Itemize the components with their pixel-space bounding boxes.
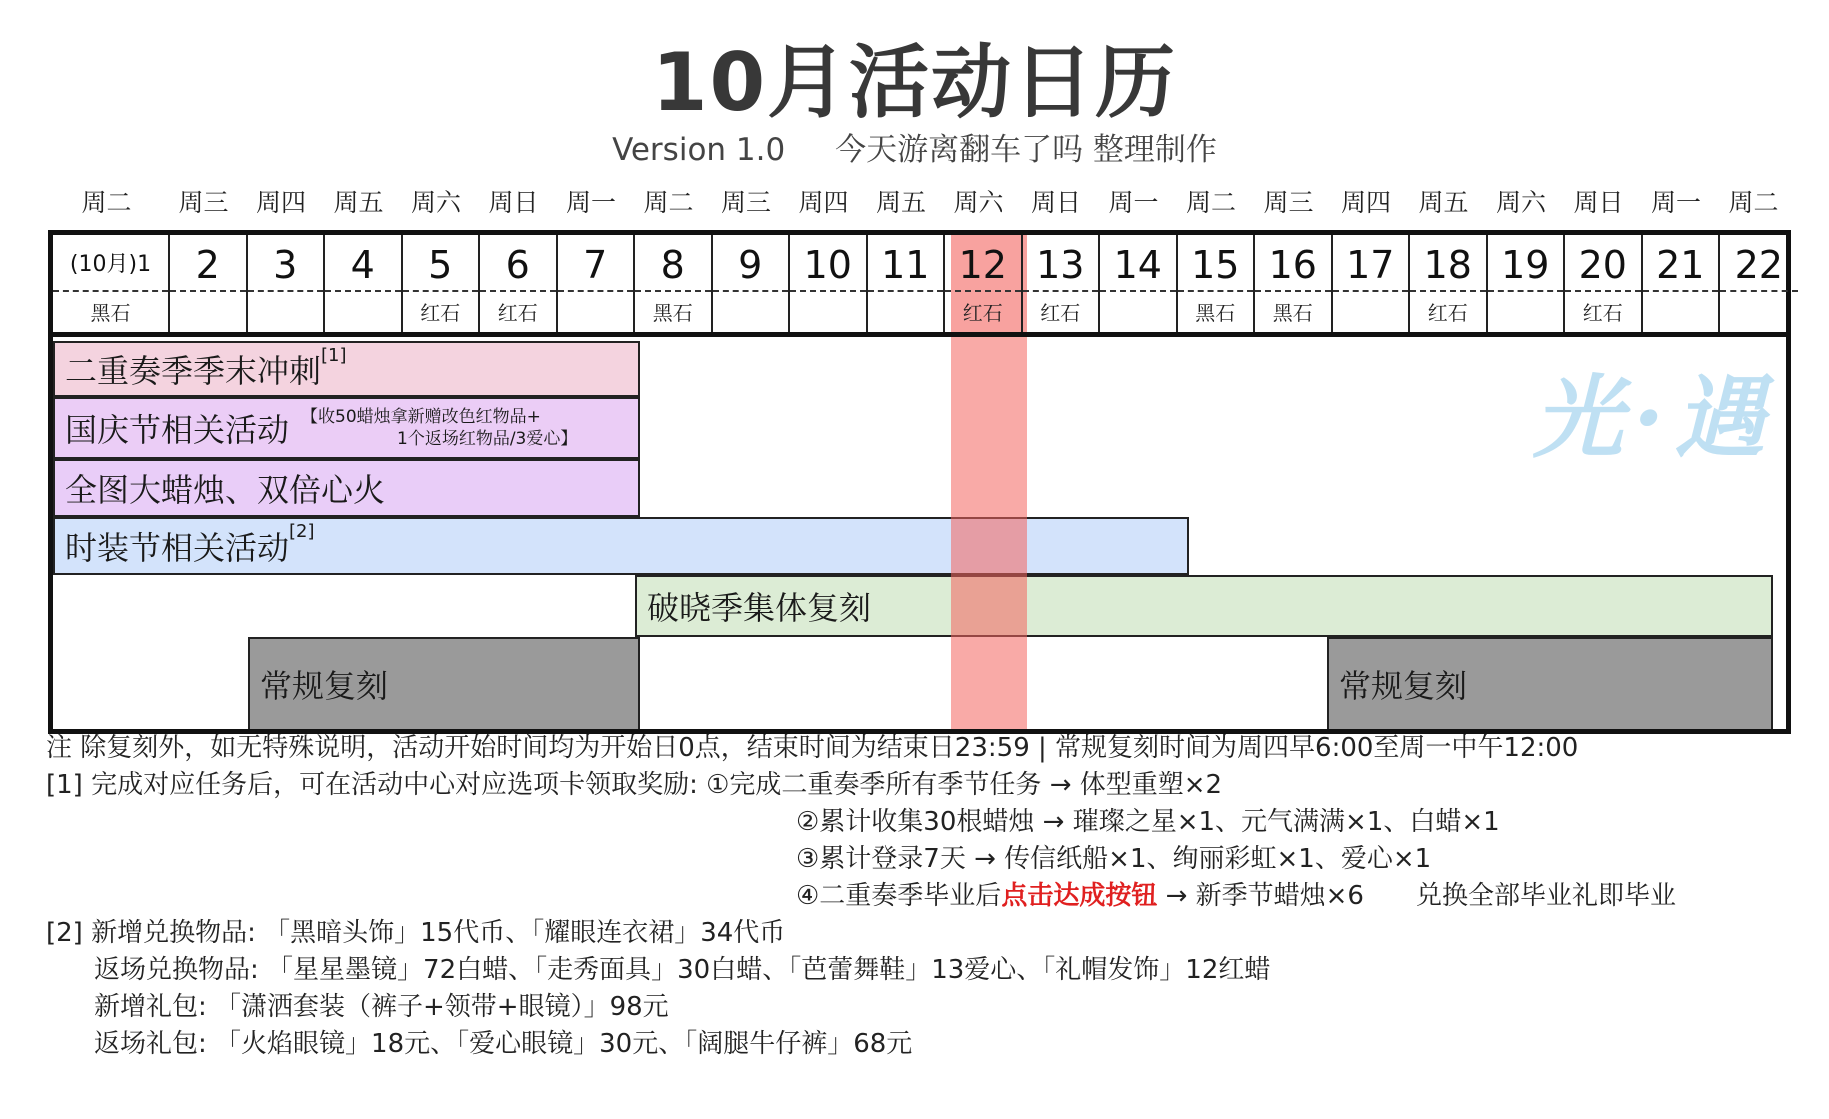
header-divider xyxy=(53,332,1786,337)
weekday-label: 周六 xyxy=(953,188,1004,217)
date-cell xyxy=(1100,235,1178,332)
date-number: 10 xyxy=(790,240,866,292)
note-1-d-highlight: 点击达成按钮 xyxy=(1001,881,1158,911)
stone-label: 红石 xyxy=(1427,301,1468,325)
event-label: 常规复刻 xyxy=(1339,667,1468,705)
event-label: 国庆节相关活动 xyxy=(65,411,290,449)
date-number: 12 xyxy=(945,240,1021,292)
date-cell xyxy=(170,235,248,332)
note-1-d xyxy=(46,878,1826,915)
date-number: 14 xyxy=(1100,240,1176,292)
event-dawn-rerun xyxy=(635,575,1773,637)
weekday-label: 周五 xyxy=(1418,188,1469,217)
note-2-d: 返场礼包: 「火焰眼镜」18元、「爱心眼镜」30元、「阔腿牛仔裤」68元 xyxy=(94,1029,913,1059)
stone-label: 黑石 xyxy=(1272,301,1313,325)
event-label: 常规复刻 xyxy=(260,667,389,705)
stone-label: 红石 xyxy=(420,301,461,325)
date-cell xyxy=(1488,235,1566,332)
weekday-label: 周一 xyxy=(1108,188,1159,217)
weekday-label: 周五 xyxy=(875,188,926,217)
weekday-label: 周六 xyxy=(1495,188,1546,217)
weekday-label: 周日 xyxy=(1030,188,1081,217)
date-number: 4 xyxy=(325,240,401,292)
stone-label: 红石 xyxy=(962,301,1003,325)
date-number: 3 xyxy=(248,240,324,292)
note-1-c: ③累计登录7天 → 传信纸船×1、绚丽彩虹×1、爱心×1 xyxy=(796,844,1432,874)
weekday-label: 周三 xyxy=(720,188,771,217)
event-label: 全图大蜡烛、双倍心火 xyxy=(65,471,386,509)
weekday-label: 周日 xyxy=(1573,188,1624,217)
note-1-intro: [1] 完成对应任务后，可在活动中心对应选项卡领取奖励: ①完成二重奏季所有季节任务 → 体型重塑×2 xyxy=(46,770,1223,800)
weekday-label: 周三 xyxy=(1263,188,1314,217)
date-cell xyxy=(790,235,868,332)
date-cell xyxy=(1178,235,1256,332)
date-number: 20 xyxy=(1565,240,1641,292)
date-cell xyxy=(1410,235,1488,332)
page-subtitle xyxy=(0,130,1829,170)
weekday-label: 周二 xyxy=(81,188,132,217)
date-cell xyxy=(403,235,481,332)
date-cell xyxy=(1255,235,1333,332)
event-label: 二重奏季季末冲刺 xyxy=(65,352,322,390)
note-1-b: ②累计收集30根蜡烛 → 璀璨之星×1、元气满满×1、白蜡×1 xyxy=(796,807,1500,837)
date-number: 2 xyxy=(170,240,246,292)
note-2-a: [2] 新增兑换物品: 「黑暗头饰」15代币、「耀眼连衣裙」34代币 xyxy=(46,918,786,948)
note-1-d-pre: ④二重奏季毕业后 xyxy=(796,881,1002,911)
weekday-label: 周三 xyxy=(178,188,229,217)
date-cell xyxy=(325,235,403,332)
event-national-day xyxy=(53,397,640,459)
footnote-ref: [2] xyxy=(289,521,315,542)
weekday-label: 周四 xyxy=(1340,188,1391,217)
event-note-line: 【收50蜡烛拿新赠改色红物品+ xyxy=(301,407,541,427)
footnote-ref: [1] xyxy=(321,345,347,366)
version-label: Version 1.0 xyxy=(612,132,786,168)
date-cell xyxy=(1333,235,1411,332)
calendar-grid xyxy=(48,230,1791,734)
date-number: 13 xyxy=(1023,240,1099,292)
stone-label: 黑石 xyxy=(1195,301,1236,325)
weekday-label: 周一 xyxy=(1650,188,1701,217)
watermark-logo: 光·遇 xyxy=(1533,365,1775,471)
date-cell xyxy=(1720,235,1798,332)
event-label: 时装节相关活动 xyxy=(65,529,290,567)
note-general: 注 除复刻外，如无特殊说明，活动开始时间均为开始日0点，结束时间为结束日23:59 | 常规复刻时间为周四早6:00至周一中午12:00 xyxy=(46,733,1579,763)
date-cell xyxy=(868,235,946,332)
event-duet-sprint xyxy=(53,341,640,397)
date-number: (10月)1 xyxy=(53,240,168,292)
date-cell xyxy=(713,235,791,332)
date-cell xyxy=(945,235,1023,332)
weekday-label: 周二 xyxy=(643,188,694,217)
date-cell xyxy=(1643,235,1721,332)
weekday-label: 周一 xyxy=(565,188,616,217)
event-note xyxy=(301,406,577,450)
date-number: 8 xyxy=(635,240,711,292)
note-2-b: 返场兑换物品: 「星星墨镜」72白蜡、「走秀面具」30白蜡、「芭蕾舞鞋」13爱心、「礼帽发饰」12红蜡 xyxy=(94,955,1271,985)
weekday-label: 周四 xyxy=(255,188,306,217)
date-number: 22 xyxy=(1720,240,1798,292)
date-number: 17 xyxy=(1333,240,1409,292)
today-highlight-column xyxy=(951,337,1027,729)
date-cell xyxy=(53,235,170,332)
weekday-label: 周二 xyxy=(1728,188,1779,217)
date-number: 11 xyxy=(868,240,944,292)
weekday-row xyxy=(48,185,1786,221)
date-cell xyxy=(480,235,558,332)
footnotes xyxy=(46,730,1826,1063)
event-label: 破晓季集体复刻 xyxy=(647,589,872,627)
date-number: 7 xyxy=(558,240,634,292)
date-cell xyxy=(1023,235,1101,332)
date-cell xyxy=(558,235,636,332)
date-number: 19 xyxy=(1488,240,1564,292)
date-number: 15 xyxy=(1178,240,1254,292)
stone-label: 红石 xyxy=(1582,301,1623,325)
page-title: 10月活动日历 xyxy=(651,36,1178,129)
stone-label: 红石 xyxy=(497,301,538,325)
weekday-label: 周二 xyxy=(1185,188,1236,217)
weekday-label: 周日 xyxy=(488,188,539,217)
date-number: 9 xyxy=(713,240,789,292)
note-2-c: 新增礼包: 「潇洒套装（裤子+领带+眼镜）」98元 xyxy=(94,992,669,1022)
weekday-label: 周六 xyxy=(410,188,461,217)
date-number: 16 xyxy=(1255,240,1331,292)
event-big-candles xyxy=(53,459,640,517)
stone-label: 红石 xyxy=(1040,301,1081,325)
date-cell xyxy=(248,235,326,332)
date-number: 18 xyxy=(1410,240,1486,292)
note-1-d-post: → 新季节蜡烛×6 兑换全部毕业礼即毕业 xyxy=(1157,881,1676,911)
stone-label: 黑石 xyxy=(90,301,131,325)
event-regular-rerun-2 xyxy=(1327,637,1773,729)
date-number: 6 xyxy=(480,240,556,292)
event-note-line: 1个返场红物品/3爱心】 xyxy=(397,429,578,449)
weekday-label: 周五 xyxy=(333,188,384,217)
event-regular-rerun-1 xyxy=(248,637,640,729)
date-cell xyxy=(635,235,713,332)
weekday-label: 周四 xyxy=(798,188,849,217)
date-cell xyxy=(1565,235,1643,332)
date-number: 21 xyxy=(1643,240,1719,292)
date-number: 5 xyxy=(403,240,479,292)
stone-label: 黑石 xyxy=(652,301,693,325)
author-label: 今天游离翻车了吗 整理制作 xyxy=(835,132,1217,168)
